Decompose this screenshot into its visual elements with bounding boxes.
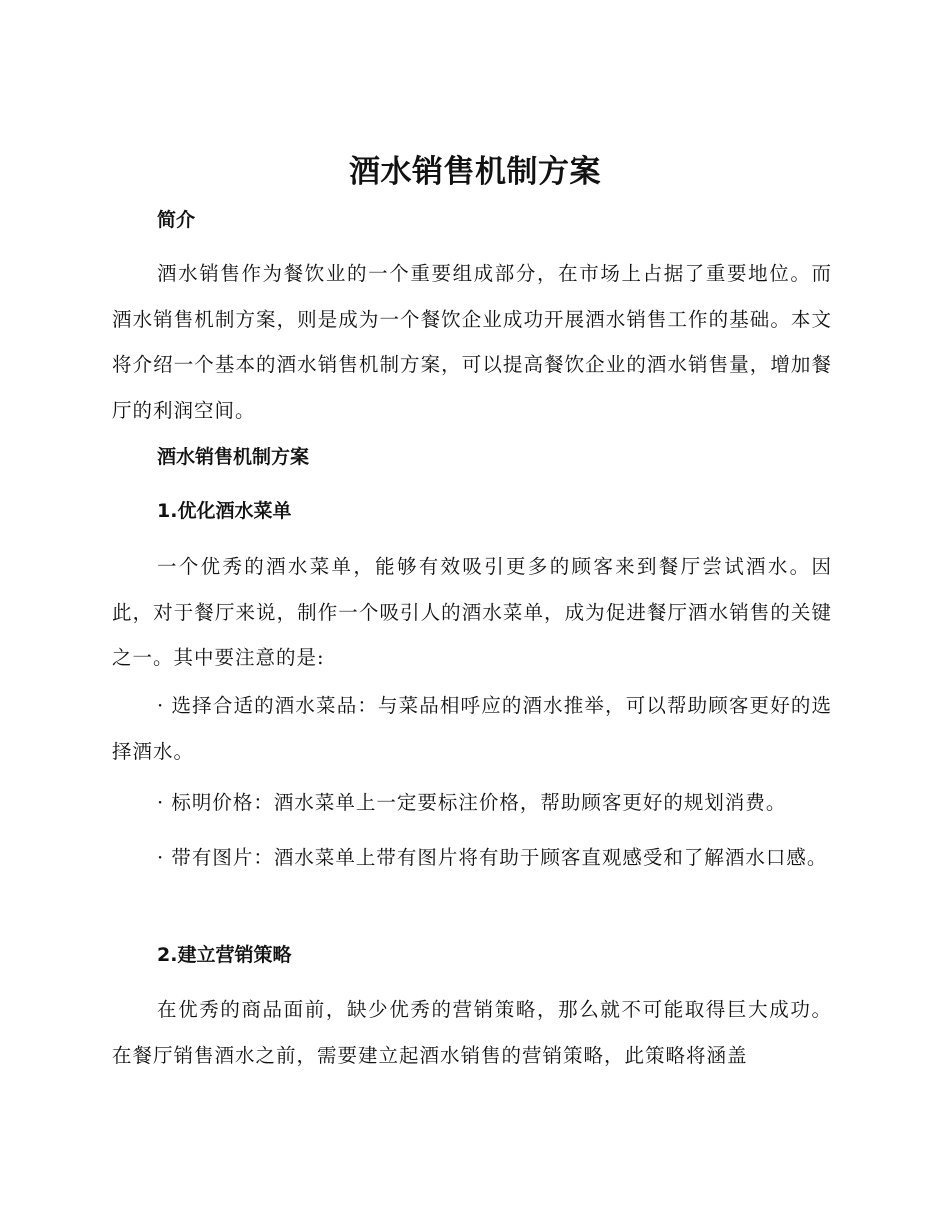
section-heading: 酒水销售机制方案	[157, 446, 310, 468]
intro-paragraph: 酒水销售作为餐饮业的一个重要组成部分，在市场上占据了重要地位。而酒水销售机制方案，则是成为一个餐饮企业成功开展酒水销售工作的基础。本文将介绍一个基本的酒水销售机制方案，可以提高餐饮企业的酒水销售量，增加餐厅的利润空间。	[112, 262, 832, 422]
bullet-item: · 选择合适的酒水菜品：与菜品相呼应的酒水推举，可以帮助顾客更好的选择酒水。	[112, 694, 832, 763]
sub2-paragraph: 在优秀的商品面前，缺少优秀的营销策略，那么就不可能取得巨大成功。在餐厅销售酒水之前，需要建立起酒水销售的营销策略，此策略将涵盖	[112, 998, 832, 1067]
sub2-heading: 2.建立营销策略	[157, 944, 292, 966]
bullet-item: · 标明价格：酒水菜单上一定要标注价格，帮助顾客更好的规划消费。	[157, 791, 787, 814]
bullet-item: · 带有图片：酒水菜单上带有图片将有助于顾客直观感受和了解酒水口感。	[157, 846, 828, 869]
intro-heading: 简介	[157, 209, 196, 231]
document-title: 酒水销售机制方案	[349, 154, 601, 190]
sub1-paragraph: 一个优秀的酒水菜单，能够有效吸引更多的顾客来到餐厅尝试酒水。因此，对于餐厅来说，制作一个吸引人的酒水菜单，成为促进餐厅酒水销售的关键之一。其中要注意的是:	[112, 555, 832, 669]
sub1-heading: 1.优化酒水菜单	[157, 500, 292, 522]
